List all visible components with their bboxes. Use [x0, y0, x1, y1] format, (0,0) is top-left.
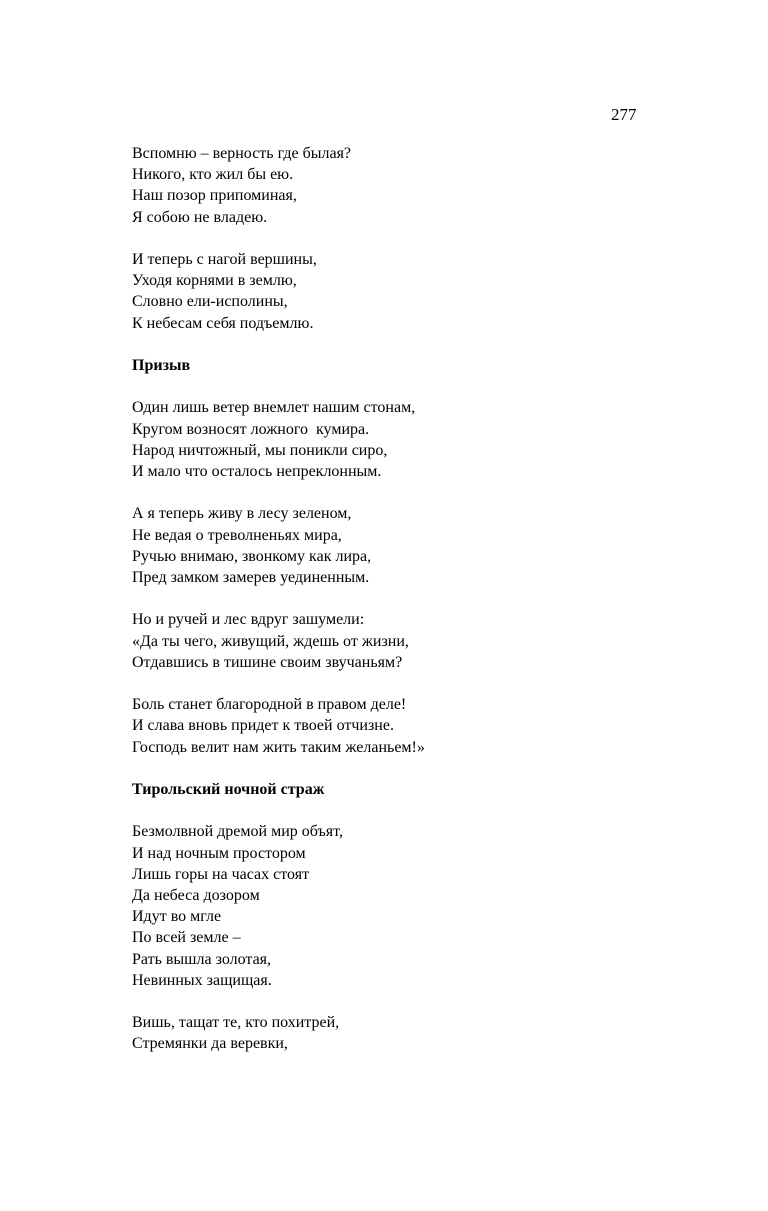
stanza-gap — [132, 588, 692, 609]
stanza-gap — [132, 673, 692, 694]
verse-line: «Да ты чего, живущий, ждешь от жизни, — [132, 632, 409, 650]
verse-line: Никого, кто жил бы ею. — [132, 166, 294, 184]
poem-title: Призыв — [132, 357, 191, 374]
verse-line: Безмолвной дремой мир объят, — [132, 823, 343, 841]
stanza-gap — [132, 800, 692, 821]
verse-line: Ручью внимаю, звонкому как лира, — [132, 547, 372, 565]
verse-line: Пред замком замерев уединенным. — [132, 569, 370, 586]
stanza — [132, 397, 692, 482]
stanza-gap — [132, 482, 692, 503]
stanza — [132, 143, 692, 228]
verse-line: И слава вновь придет к твоей отчизне. — [132, 717, 394, 735]
verse-line: Отдавшись в тишине своим звучаньям? — [132, 653, 403, 671]
verse-line: Боль станет благородной в правом деле! — [132, 696, 407, 714]
stanza-gap — [132, 991, 692, 1012]
verse-line: Я собою не владею. — [132, 208, 268, 226]
verse-line: Но и ручей и лес вдруг зашумели: — [132, 611, 365, 629]
verse-line: Вишь, тащат те, кто похитрей, — [132, 1014, 340, 1032]
verse-line: Кругом возносят ложного кумира. — [132, 420, 370, 438]
verse-line: Вспомню – верность где былая? — [132, 145, 352, 162]
stanza — [132, 503, 692, 588]
verse-line: Народ ничтожный, мы поникли сиро, — [132, 441, 388, 459]
verse-line: Один лишь ветер внемлет нашим стонам, — [132, 399, 416, 417]
stanza-gap — [132, 228, 692, 249]
stanza-gap — [132, 758, 692, 779]
verse-line: И над ночным простором — [132, 844, 306, 862]
verse-line: Невинных защищая. — [132, 971, 272, 989]
stanza — [132, 609, 692, 673]
verse-line: Лишь горы на часах стоят — [132, 865, 310, 883]
verse-line: Словно ели-исполины, — [132, 293, 288, 311]
page-number: 277 — [611, 105, 637, 124]
verse-line: Уходя корнями в землю, — [132, 272, 297, 290]
verse-line: И мало что осталось непреклонным. — [132, 463, 382, 480]
verse-line: Господь велит нам жить таким желаньем!» — [132, 738, 425, 756]
verse-line: К небесам себя подъемлю. — [132, 314, 314, 332]
verse-line: Да небеса дозором — [132, 886, 260, 904]
stanza — [132, 821, 692, 991]
verse-line: Не ведая о треволненьях мира, — [132, 526, 342, 544]
verse-line: Рать вышла золотая, — [132, 950, 272, 968]
poem-text — [132, 143, 692, 1055]
verse-line: А я теперь живу в лесу зеленом, — [132, 505, 352, 523]
verse-line: Стремянки да веревки, — [132, 1035, 288, 1053]
stanza-gap — [132, 334, 692, 355]
verse-line: Наш позор припоминая, — [132, 187, 297, 205]
verse-line: И теперь с нагой вершины, — [132, 251, 317, 268]
verse-line: По всей земле – — [132, 929, 241, 947]
stanza — [132, 694, 692, 758]
stanza — [132, 249, 692, 334]
poem-title: Тирольский ночной страж — [132, 780, 325, 798]
verse-line: Идут во мгле — [132, 908, 222, 926]
stanza-gap — [132, 376, 692, 397]
stanza — [132, 1012, 692, 1054]
